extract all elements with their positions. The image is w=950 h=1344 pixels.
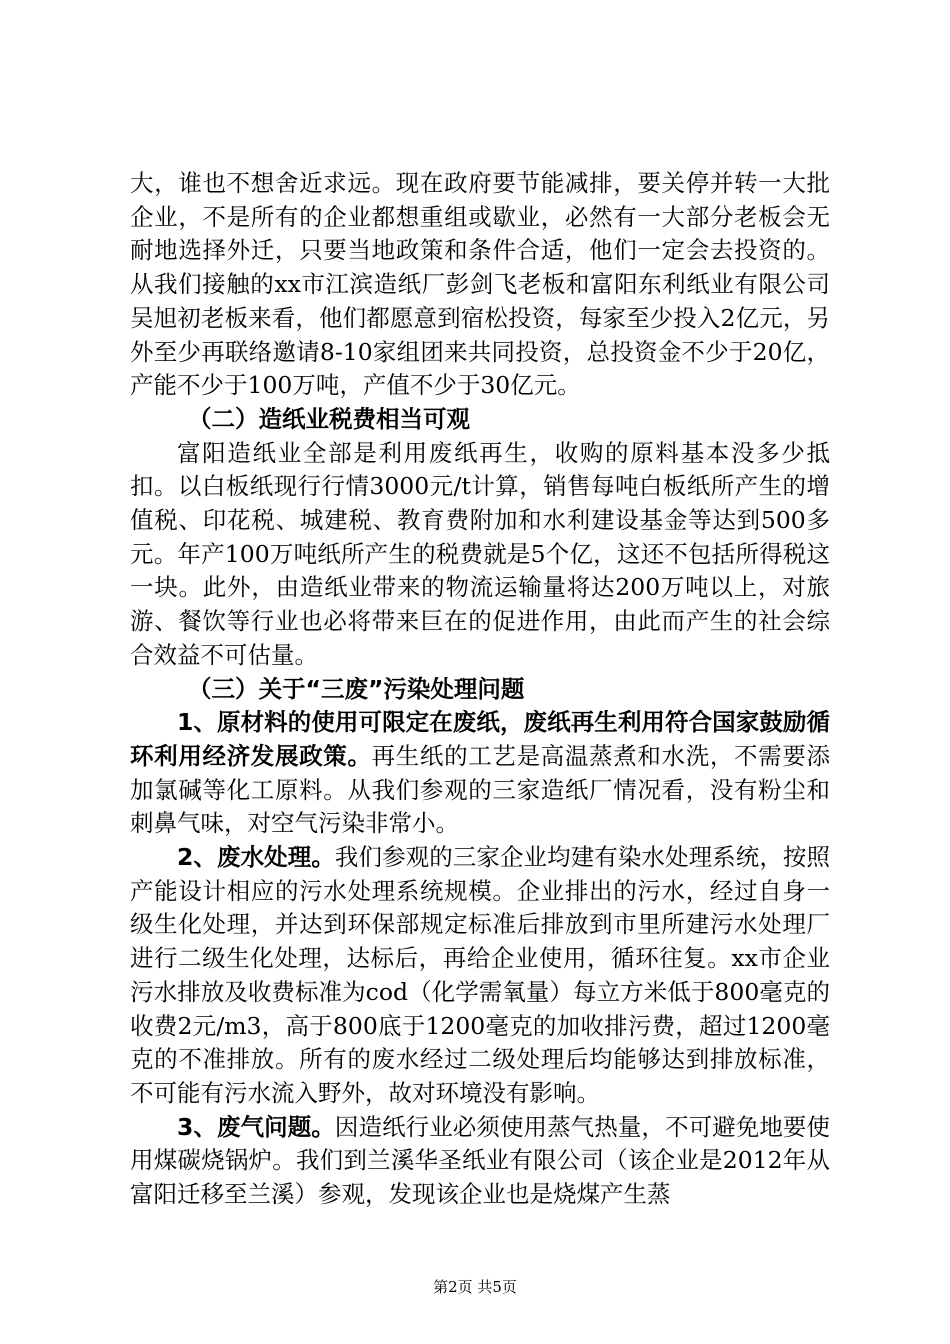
- document-body: [130, 167, 830, 1212]
- wastewater-lead: 2、废水处理。: [177, 843, 335, 872]
- raw-materials-lead: 1、原材料的使用可限定在废纸，废纸再生利用符合国家鼓励循环利用经济发展政策。: [130, 708, 830, 770]
- paragraph-exhaust: [130, 1111, 830, 1212]
- wastewater-body: 我们参观的三家企业均建有染水处理系统，按照产能设计相应的污水处理系统规模。企业排出的污水，经过自身一级生化处理，并达到环保部规定标准后排放到市里所建污水处理厂进行二级生化处理，达标后，再给企业使用，循环往复。xx市企业污水排放及收费标准为cod（化学需氧量）每立方米低于800毫克的收费2元/m3，高于800底于1200毫克的加收排污费，超过1200毫克的不准排放。所有的废水经过二级处理后均能够达到排放标准，不可能有污水流入野外，故对环境没有影响。: [130, 843, 830, 1107]
- raw-materials-body: 再生纸的工艺是高温蒸煮和水洗，不需要添加氯碱等化工原料。从我们参观的三家造纸厂情况看，没有粉尘和刺鼻气味，对空气污染非常小。: [130, 741, 831, 838]
- section-heading-tax: （二）造纸业税费相当可观: [188, 404, 470, 433]
- page-number: 第2页 共5页: [433, 1278, 517, 1296]
- paragraph-investment: 大，谁也不想舍近求远。现在政府要节能减排，要关停并转一大批企业，不是所有的企业都想重组或歇业，必然有一大部分老板会无耐地选择外迁，只要当地政策和条件合适，他们一定会去投资的。从我们接触的xx市江滨造纸厂彭剑飞老板和富阳东利纸业有限公司吴旭初老板来看，他们都愿意到宿松投资，每家至少投入2亿元，另外至少再联络邀请8-10家组团来共同投资，总投资金不少于20亿，产能不少于100万吨，产值不少于30亿元。: [130, 169, 830, 400]
- exhaust-lead: 3、废气问题。: [177, 1112, 335, 1141]
- exhaust-body: 因造纸行业必须使用蒸气热量，不可避免地要使用煤碳烧锅炉。我们到兰溪华圣纸业有限公司（该企业是2012年从富阳迁移至兰溪）参观，发现该企业也是烧煤产生蒸: [130, 1112, 830, 1209]
- section-heading-pollution: （三）关于“三废”污染处理问题: [188, 674, 525, 703]
- paragraph-tax: 富阳造纸业全部是利用废纸再生，收购的原料基本没多少抵扣。以白板纸现行行情3000元/t计算，销售每吨白板纸所产生的增值税、印花税、城建税、教育费附加和水利建设基金等达到500多元。年产100万吨纸所产生的税费就是5个亿，这还不包括所得税这一块。此外，由造纸业带来的物流运输量将达200万吨以上，对旅游、餐饮等行业也必将带来巨在的促进作用，由此而产生的社会综合效益不可估量。: [130, 438, 830, 669]
- paragraph-wastewater: [130, 841, 830, 1111]
- paragraph-raw-materials: [130, 706, 830, 841]
